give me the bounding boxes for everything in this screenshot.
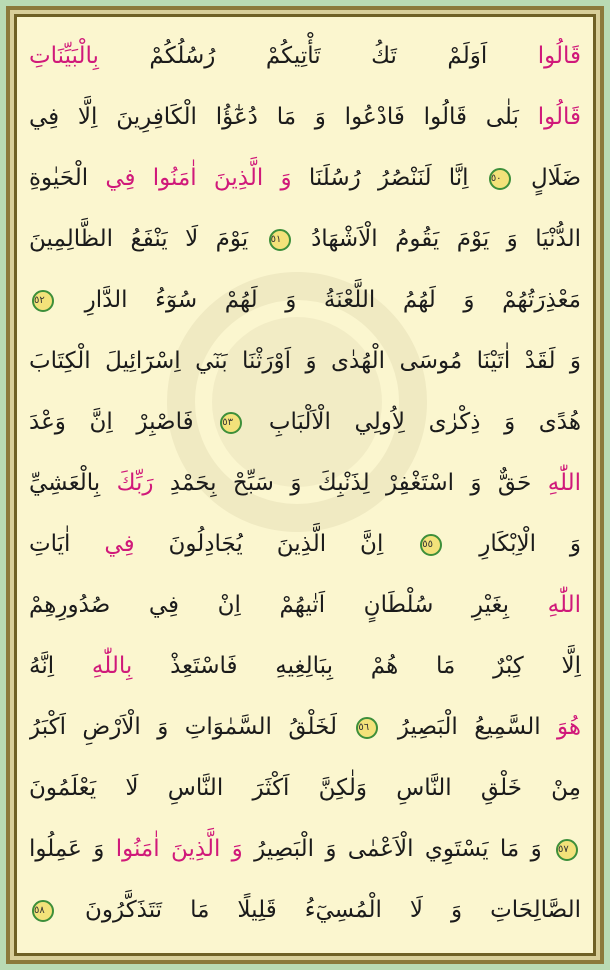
verse-line [29,515,581,573]
verse-text: مِنْ خَلْقِ النَّاسِ وَلٰكِنَّ اَكْثَرَ النَّاسِ لَا يَعْلَمُونَ [29,775,581,801]
verse-text: بِالْعَشِيِّ [29,470,101,496]
verse-text: الدُّنْيَا وَ يَوْمَ يَقُومُ الْاَشْهَادُ [311,226,581,252]
verse-text: وَ عَمِلُوا [29,836,105,862]
verse-text: مَعْذِرَتُهُمْ وَ لَهُمُ اللَّعْنَةُ وَ لَهُمْ سُوٓءُ الدَّارِ [84,287,581,313]
ayah-number-marker: ٥١ [269,229,291,251]
verse-text: فَاصْبِرْ اِنَّ وَعْدَ [29,409,194,435]
verse-text: ضَلَالٍ [531,165,581,191]
ayah-number-marker: ٥٢ [32,290,54,312]
verse-text: وَ لَقَدْ اٰتَيْنَا مُوسَى الْهُدٰى وَ اَوْرَثْنَا بَنٓي اِسْرَٓائِيلَ الْكِتَابَ [29,348,581,374]
verse-line [29,820,581,878]
highlighted-word: وَ الَّذِينَ اٰمَنُوا [115,836,243,862]
verse-lines [17,17,593,953]
verse-text: لَخَلْقُ السَّمٰوَاتِ وَ الْاَرْضِ اَكْبَرُ [29,714,337,740]
highlighted-word: قَالُوا [537,104,581,130]
highlighted-word: رَبِّكَ [116,470,154,496]
verse-line [29,393,581,451]
highlighted-word: اللّٰهِ [547,470,581,496]
verse-line [29,210,581,268]
verse-text: بِغَيْرِ سُلْطَانٍ اَتٰيهُمْ اِنْ فِي صُدُورِهِمْ [29,592,510,618]
verse-text: اِنَّا لَنَنْصُرُ رُسُلَنَا [291,165,469,191]
verse-text: حَقٌّ وَ اسْتَغْفِرْ لِذَنْبِكَ وَ سَبِّحْ بِحَمْدِ [153,470,532,496]
ayah-number-marker: ٥٨ [32,900,54,922]
verse-text: اِلَّا كِبْرٌ مَا هُمْ بِبَالِغِيهِ فَاسْتَعِذْ [132,653,581,679]
verse-line [29,637,581,695]
verse-text: اَوَلَمْ تَكُ تَأْتِيكُمْ رُسُلُكُمْ [98,43,488,69]
highlighted-word: بِاللّٰهِ [91,653,133,679]
verse-text: هُدًى وَ ذِكْرٰى لِاُولِي الْاَلْبَابِ [268,409,581,435]
verse-text: وَ مَا يَسْتَوِي الْاَعْمٰى وَ الْبَصِيرُ [242,836,542,862]
verse-line [29,759,581,817]
ayah-number-marker: ٥٦ [356,717,378,739]
verse-text: وَ الْاِبْكَارِ [479,531,581,557]
verse-text: السَّمِيعُ الْبَصِيرُ [397,714,541,740]
highlighted-word: قَالُوا [537,43,581,69]
verse-line [29,149,581,207]
verse-line [29,332,581,390]
ayah-number-marker: ٥٠ [489,168,511,190]
verse-line [29,27,581,85]
highlighted-word: وَ الَّذِينَ اٰمَنُوا فِي [105,165,292,191]
highlighted-word: هُوَ [557,714,581,740]
verse-text: اِنَّهُ [29,653,55,679]
ayah-number-marker: ٥٥ [420,534,442,556]
highlighted-word: فِي [104,531,135,557]
verse-line [29,881,581,939]
quran-page [17,17,593,953]
verse-line [29,88,581,146]
ayah-number-marker: ٥٧ [556,839,578,861]
ayah-number-marker: ٥٣ [220,412,242,434]
verse-text: بَلٰى قَالُوا فَادْعُوا وَ مَا دُعٰٓؤُا الْكَافِرِينَ اِلَّا فِي [29,104,519,130]
verse-line [29,698,581,756]
verse-text: يَوْمَ لَا يَنْفَعُ الظَّالِمِينَ [29,226,249,252]
verse-text: اِنَّ الَّذِينَ يُجَادِلُونَ [134,531,384,557]
highlighted-word: بِالْبَيِّنَاتِ [29,43,99,69]
verse-text: الصَّالِحَاتِ وَ لَا الْمُسِيٓءُ قَلِيلًا مَا تَتَذَكَّرُونَ [85,897,581,923]
verse-line [29,576,581,634]
highlighted-word: اللّٰهِ [547,592,581,618]
verse-line [29,271,581,329]
verse-line [29,454,581,512]
verse-text: الْحَيٰوةِ [29,165,89,191]
verse-text: اٰيَاتِ [29,531,71,557]
